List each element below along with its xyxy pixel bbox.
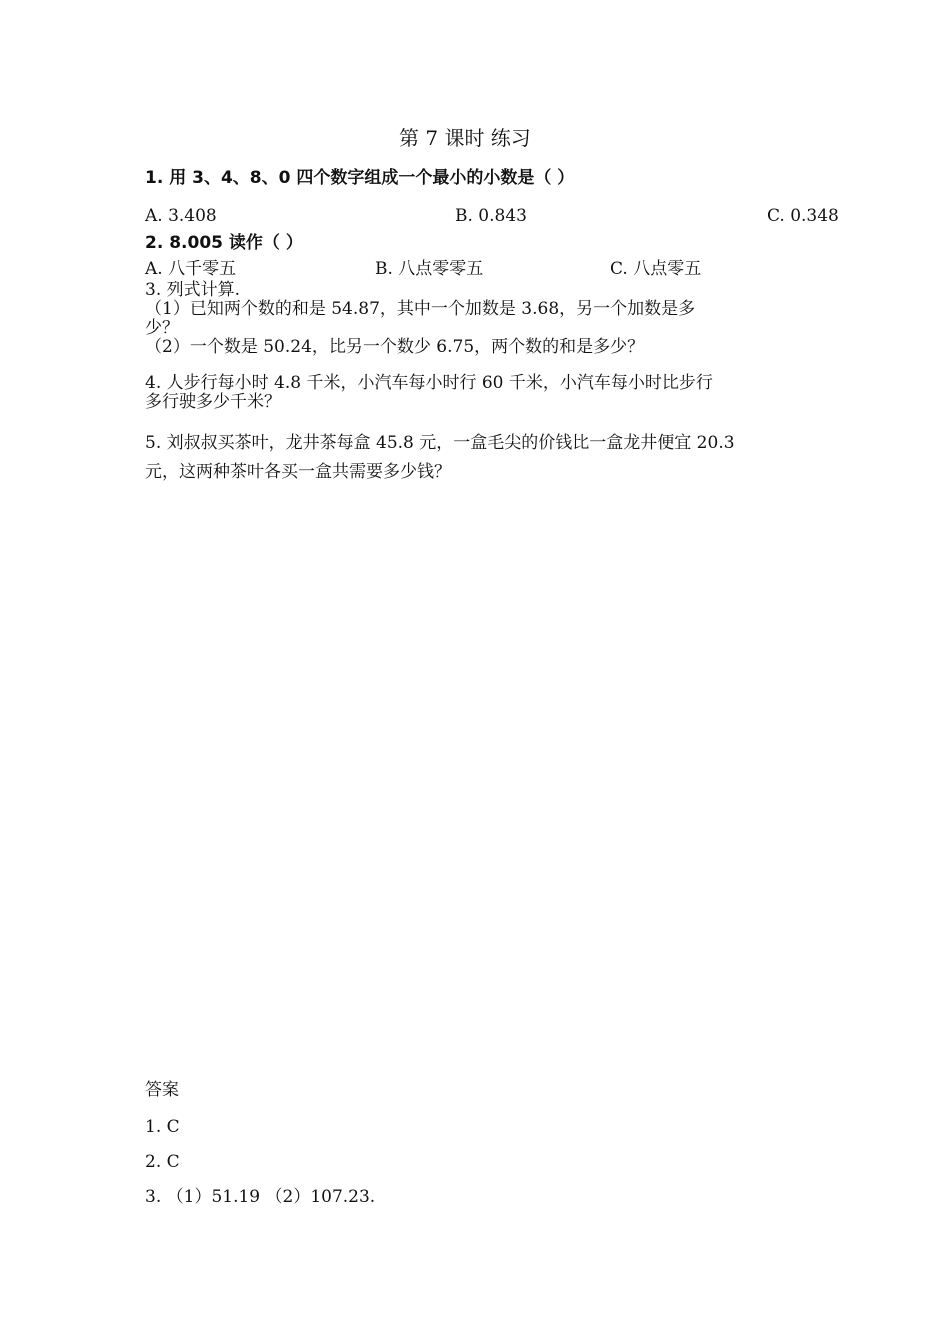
question-5-line-2: 元，这两种茶叶各买一盒共需要多少钱？ [145, 462, 451, 482]
page-title: 第 7 课时 练习 [399, 126, 531, 150]
question-3-sub-1-line-1: （1）已知两个数的和是 54.87，其中一个加数是 3.68，另一个加数是多 [145, 299, 696, 319]
answer-item-3: 3. （1）51.19 （2）107.23. [145, 1187, 376, 1207]
question-5-line-1: 5. 刘叔叔买茶叶，龙井茶每盒 45.8 元，一盒毛尖的价钱比一盒龙井便宜 20.3 [145, 433, 735, 453]
question-1-option-a: A. 3.408 [145, 206, 217, 226]
question-1-option-b: B. 0.843 [455, 206, 527, 226]
question-2-option-a: A. 八千零五 [145, 259, 237, 279]
question-3-sub-2: （2）一个数是 50.24，比另一个数少 6.75，两个数的和是多少？ [145, 337, 645, 357]
question-3-sub-1-line-2: 少？ [145, 318, 179, 338]
question-4-line-1: 4. 人步行每小时 4.8 千米，小汽车每小时行 60 千米，小汽车每小时比步行 [145, 373, 713, 393]
question-3-stem: 3. 列式计算. [145, 280, 241, 300]
question-1-option-c: C. 0.348 [767, 206, 839, 226]
question-2-stem: 2. 8.005 读作（ ） [145, 233, 303, 253]
question-4-line-2: 多行驶多少千米？ [145, 392, 281, 412]
answer-item-2: 2. C [145, 1152, 180, 1172]
answer-item-1: 1. C [145, 1117, 180, 1137]
answers-heading: 答案 [145, 1080, 179, 1100]
question-2-option-c: C. 八点零五 [610, 259, 702, 279]
question-1-stem: 1. 用 3、4、8、0 四个数字组成一个最小的小数是（ ） [145, 168, 575, 188]
question-2-option-b: B. 八点零零五 [375, 259, 484, 279]
